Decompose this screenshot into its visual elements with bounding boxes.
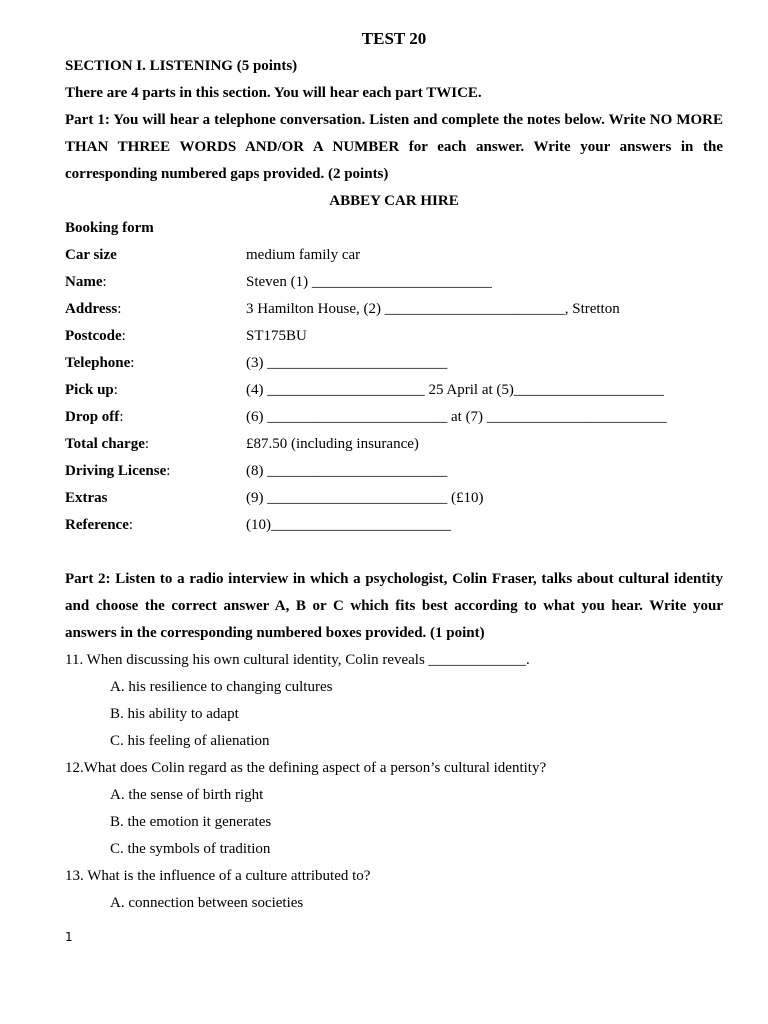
form-label: Pick up [65, 382, 114, 398]
form-value: (8) ________________________ [246, 463, 448, 479]
form-label: Name [65, 274, 103, 290]
form-row-name: Name: Steven (1) ________________________ [65, 269, 723, 296]
form-label: Address [65, 301, 118, 317]
form-row-reference: Reference: (10)________________________ [65, 512, 723, 539]
form-value: (9) ________________________ (£10) [246, 490, 484, 506]
form-label: Extras [65, 490, 108, 506]
form-label: Reference [65, 517, 129, 533]
answer-option: C. the symbols of tradition [110, 841, 271, 857]
question-text: 13. What is the influence of a culture attributed to? [65, 868, 371, 884]
form-label: Car size [65, 247, 117, 263]
answer-option: A. connection between societies [110, 895, 304, 911]
section-intro: There are 4 parts in this section. You will hear each part TWICE. [65, 85, 482, 101]
question-12 [65, 755, 723, 863]
form-row-drop-off: Drop off: (6) ________________________ at (7) ________________________ [65, 404, 723, 431]
form-row-address: Address: 3 Hamilton House, (2) ________________________, Stretton [65, 296, 723, 323]
answer-option: B. his ability to adapt [110, 706, 239, 722]
test-title: TEST 20 [361, 29, 427, 48]
form-row-extras [65, 485, 723, 512]
form-row-driving-license: Driving License: (8) ________________________ [65, 458, 723, 485]
form-row-car-size [65, 242, 723, 269]
document-page [65, 25, 723, 917]
part2-instructions: Part 2: Listen to a radio interview in which a psychologist, Colin Fraser, talks about cultural identity and choose the correct answer A, B or C which fits best according to what you hear. Write your answers in the corresponding numbered boxes provided. (1 point) [65, 571, 723, 641]
form-label: Postcode [65, 328, 122, 344]
form-value: (3) ________________________ [246, 355, 448, 371]
part1-instructions: Part 1: You will hear a telephone conversation. Listen and complete the notes below. Write NO MORE THAN THREE WORDS AND/OR A NUMBER for each answer. Write your answers in the corresponding numbered gaps provided. (2 points) [65, 112, 723, 182]
form-value: Steven (1) ________________________ [246, 274, 492, 290]
form-row-total-charge: Total charge: £87.50 (including insurance) [65, 431, 723, 458]
form-value: £87.50 (including insurance) [246, 436, 419, 452]
form-value: (10)________________________ [246, 517, 451, 533]
form-value: 3 Hamilton House, (2) ________________________, Stretton [246, 301, 620, 317]
form-row-postcode: Postcode: ST175BU [65, 323, 723, 350]
form-value: ST175BU [246, 328, 307, 344]
form-subtitle: Booking form [65, 220, 154, 236]
form-value: (4) _____________________ 25 April at (5)____________________ [246, 382, 664, 398]
question-text: 11. When discussing his own cultural identity, Colin reveals _____________. [65, 652, 530, 668]
form-value: (6) ________________________ at (7) ________________________ [246, 409, 667, 425]
form-row-pick-up: Pick up: (4) _____________________ 25 April at (5)____________________ [65, 377, 723, 404]
form-label: Telephone [65, 355, 131, 371]
form-row-telephone: Telephone: (3) ________________________ [65, 350, 723, 377]
form-value: medium family car [246, 247, 361, 263]
booking-form [65, 242, 723, 539]
question-text: 12.What does Colin regard as the defining aspect of a person’s cultural identity? [65, 760, 547, 776]
form-label: Total charge [65, 436, 145, 452]
form-title: ABBEY CAR HIRE [329, 193, 459, 209]
form-label: Drop off [65, 409, 120, 425]
question-11 [65, 647, 723, 755]
page-number: 1 [65, 930, 73, 944]
answer-option: A. his resilience to changing cultures [110, 679, 333, 695]
question-13 [65, 863, 723, 917]
answer-option: A. the sense of birth right [110, 787, 264, 803]
answer-option: C. his feeling of alienation [110, 733, 270, 749]
section-heading: SECTION I. LISTENING (5 points) [65, 58, 298, 74]
form-label: Driving License [65, 463, 167, 479]
answer-option: B. the emotion it generates [110, 814, 272, 830]
